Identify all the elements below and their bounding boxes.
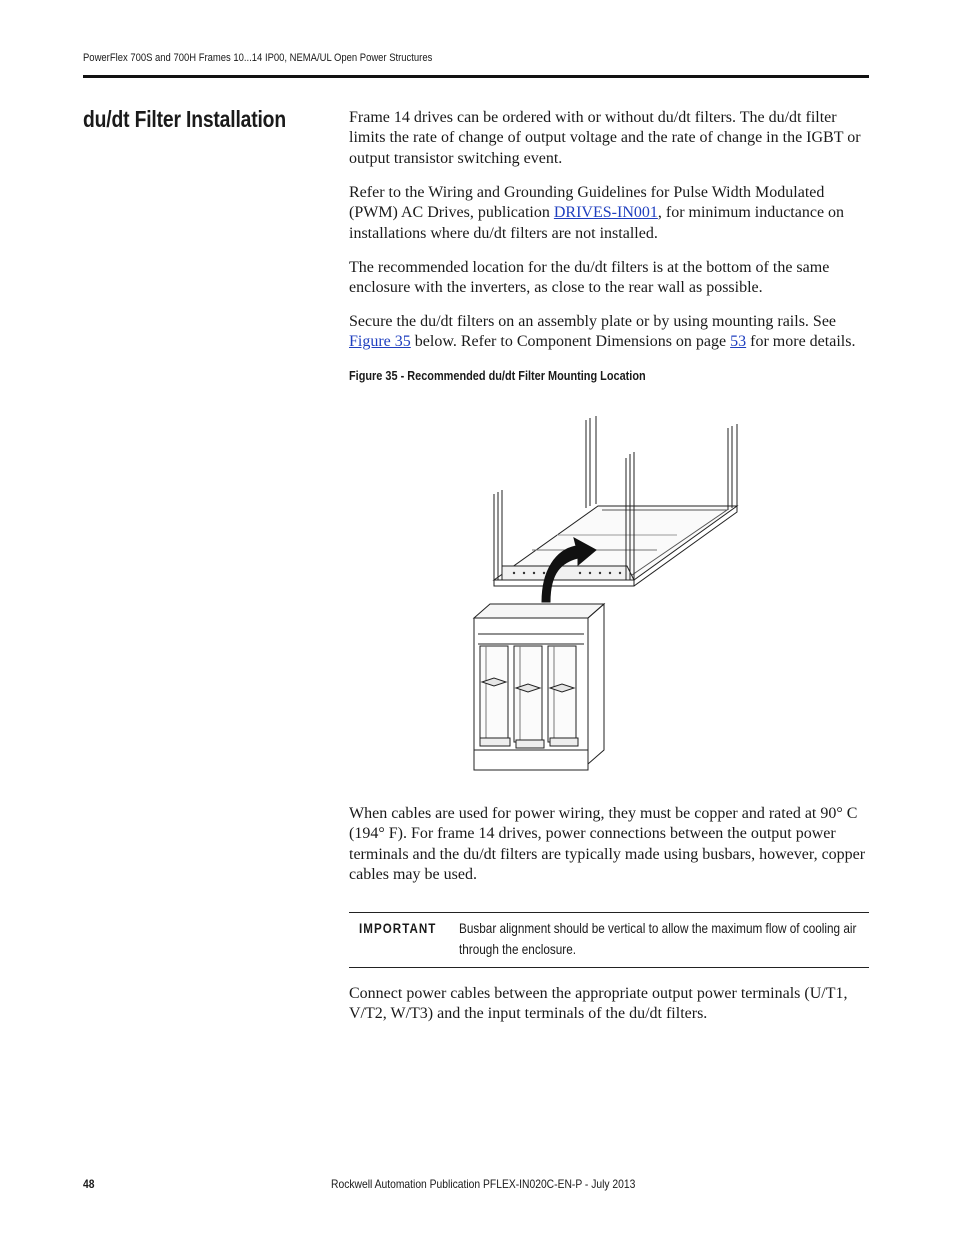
mounting-rail	[502, 566, 634, 580]
figure-caption: Figure 35 - Recommended du/dt Filter Mounting Location	[349, 368, 646, 383]
upright-rear-left	[586, 416, 596, 508]
paragraph-filter-intro: Frame 14 drives can be ordered with or without du/dt filters. The du/dt filter limits the rate of change of output voltage and the rate of change in the IGBT or output transistor switching event.	[349, 109, 861, 167]
filter-top-plate	[474, 604, 604, 618]
important-text: Busbar alignment should be vertical to allow the maximum flow of cooling air through the enclosure.	[459, 920, 857, 957]
page-number: 48	[83, 1177, 95, 1191]
important-label: IMPORTANT	[359, 921, 437, 936]
paragraph-power-wiring: When cables are used for power wiring, they must be copper and rated at 90° C (194° F). For frame 14 drives, power connections between the output power terminals and the du/dt filters are typically made using busbars, however, copper cables may be used.	[349, 805, 866, 883]
header-rule	[83, 75, 869, 78]
paragraph-connect-cables: Connect power cables between the appropriate output power terminals (U/T1, V/T2, W/T3) and the input terminals of the du/dt filters.	[349, 985, 848, 1023]
figure-35-link[interactable]: Figure 35	[349, 333, 411, 351]
filter-phase-2	[514, 646, 542, 742]
text-span: , for minimum inductance on installations where du/dt filters are not installed.	[349, 204, 845, 242]
paragraph-recommended-location: The recommended location for the du/dt filters is at the bottom of the same enclosure with the inverters, as close to the rear wall as possible.	[349, 259, 830, 297]
illustration-svg	[462, 410, 762, 780]
filter-phase-3	[548, 646, 576, 742]
upright-rear-right	[728, 424, 737, 510]
filter-mounting-illustration	[462, 410, 762, 780]
important-note	[349, 912, 869, 968]
text-span: for more details.	[746, 333, 856, 351]
paragraph-wiring-guidelines	[349, 183, 871, 244]
text-span: below. Refer to Component Dimensions on page	[410, 333, 731, 351]
text-span: Refer to the Wiring and Grounding Guidelines for Pulse Width Modulated (PWM) AC Drives, publication	[349, 184, 825, 222]
upright-front-left	[494, 490, 502, 580]
paragraph-secure-filters	[349, 312, 871, 353]
terminal-bottom	[480, 738, 578, 748]
footer-publication: Rockwell Automation Publication PFLEX-IN020C-EN-P - July 2013	[331, 1177, 636, 1191]
section-title: du/dt Filter Installation	[83, 106, 286, 132]
running-head: PowerFlex 700S and 700H Frames 10...14 IP00, NEMA/UL Open Power Structures	[83, 52, 433, 64]
text-span: Secure the du/dt filters on an assembly plate or by using mounting rails. See	[349, 313, 837, 330]
page-53-link[interactable]: 53	[730, 333, 747, 351]
filter-phase-1	[480, 646, 508, 742]
drives-in001-link[interactable]: DRIVES-IN001	[553, 204, 658, 222]
